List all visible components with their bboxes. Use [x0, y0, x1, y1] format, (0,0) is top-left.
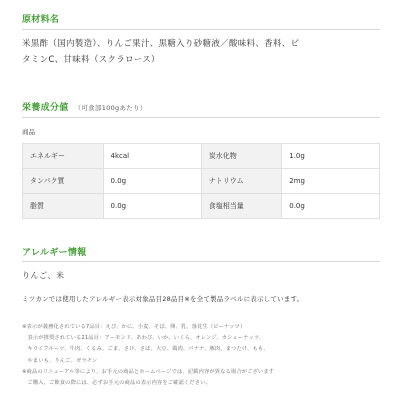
nutrient-label: ナトリウム	[201, 169, 282, 194]
table-row	[23, 194, 380, 219]
nutrient-value: 0.0g	[282, 194, 380, 219]
nutrient-label: 脂質	[23, 194, 104, 219]
ingredients-line-2: タミンC、甘味料（スクラロース）	[22, 55, 160, 65]
nutrient-value: 0.0g	[103, 169, 201, 194]
note-line: ご購入、ご飲食の際には、必ずお手元の商品の表示内容をご確認ください。	[22, 380, 211, 387]
note-line: ※商品のリニューアル等により、お手元の商品とホームページでは、記載内容が異なる場合がございます	[22, 368, 275, 375]
allergy-description: ミツカンでは使用したアレルギー表示対象品目28品目※を全て製品ラベルに表示しています。	[22, 295, 304, 303]
table-row	[23, 169, 380, 194]
ingredients-text	[22, 36, 382, 68]
nutrition-table	[22, 143, 380, 219]
divider	[22, 261, 380, 262]
note-line: 表示が推奨されている21品目：アーモンド、あわび、いか、いくら、オレンジ、カシューナッツ、	[22, 335, 265, 342]
nutrient-value: 2mg	[282, 169, 380, 194]
nutrient-value: 1.0g	[282, 144, 380, 169]
divider	[22, 117, 380, 118]
nutrition-basis-note: （可食部100gあたり）	[74, 104, 147, 112]
table-row	[23, 144, 380, 169]
nutrient-label: タンパク質	[23, 169, 104, 194]
nutrient-value: 4kcal	[103, 144, 201, 169]
nutrient-label: エネルギー	[23, 144, 104, 169]
ingredients-line-1: 米黒酢（国内製造）、りんご果汁、黒糖入り砂糖液／酸味料、香料、ビ	[22, 39, 300, 49]
note-line: キウイフルーツ、牛肉、くるみ、ごま、さけ、さば、大豆、鶏肉、バナナ、豚肉、まつたけ、もも、	[22, 346, 269, 353]
nutrient-value: 0.0g	[103, 194, 201, 219]
allergy-title: アレルギー情報	[22, 248, 87, 258]
allergen-list: りんご、米	[22, 271, 65, 280]
product-label: 商品	[22, 128, 35, 136]
nutrition-title	[22, 100, 147, 113]
nutrient-label: 食塩相当量	[201, 194, 282, 219]
note-line: やまいも、りんご、ゼラチン	[22, 357, 98, 364]
divider	[22, 29, 380, 30]
ingredients-title: 原材料名	[22, 15, 60, 25]
nutrient-label: 炭水化物	[201, 144, 282, 169]
nutrition-title-text: 栄養成分値	[22, 103, 69, 113]
note-line: ※表示が義務化されている7品目：えび、かに、小麦、そば、卵、乳、落花生（ピーナッツ）	[22, 324, 246, 330]
allergy-notes	[22, 322, 384, 389]
